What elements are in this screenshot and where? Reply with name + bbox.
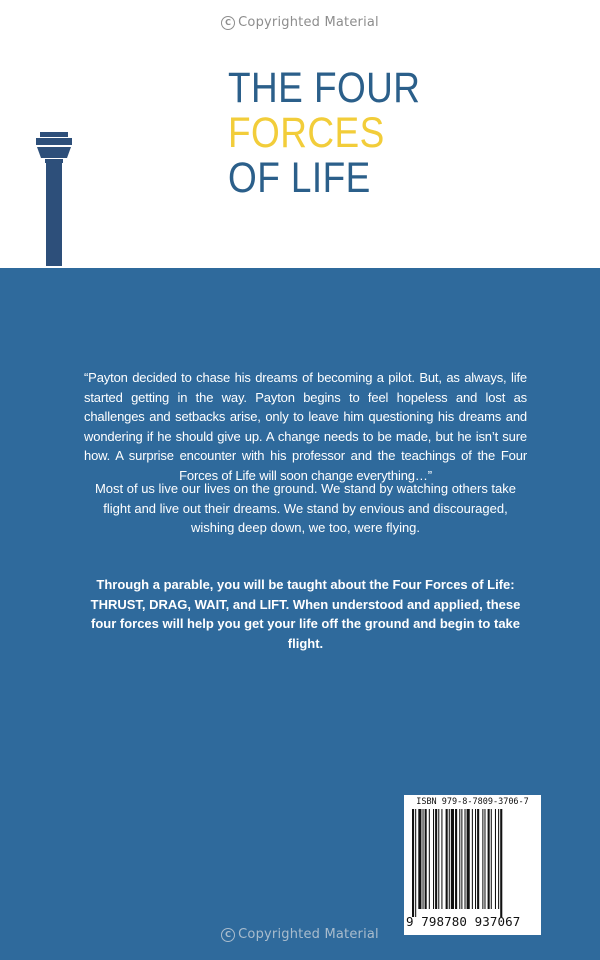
book-title (228, 64, 421, 202)
control-tower-icon (34, 132, 74, 266)
isbn-barcode (404, 795, 541, 935)
blurb-paragraph-3: Through a parable, you will be taught about the Four Forces of Life: THRUST, DRAG, WAIT, and LIFT. When understood and applied, these four forces will help you get your life off the ground and begin to take flight. (90, 577, 521, 651)
title-line-2: FORCES (228, 109, 385, 157)
blurb-paragraph-2: Most of us live our lives on the ground. We stand by watching others take flight and live out their dreams. We stand by envious and discouraged, wishing deep down, we too, were flying. (94, 481, 517, 535)
isbn-label: ISBN 979-8-7809-3706-7 (416, 797, 529, 807)
barcode-bars (412, 809, 536, 917)
blurb-quote: “Payton decided to chase his dreams of becoming a pilot. But, as always, life started getting in the way. Payton begins to feel hopeless and lost as challenges and setbacks arise, only to leave him questioning his dreams and wondering if he should give up. A change needs to be made, but he isn’t sure how. A surprise encounter with his professor and the teachings of the Four Forces of Life will soon change everything…” (84, 370, 527, 483)
watermark-top-text: Copyrighted Material (238, 15, 379, 30)
barcode-digits: 9 798780 937067 (406, 914, 521, 929)
copyright-icon: C (221, 16, 235, 30)
title-line-3: OF LIFE (228, 154, 371, 202)
watermark-top (0, 15, 600, 30)
watermark-bottom-text: Copyrighted Material (238, 927, 379, 942)
watermark-bottom (0, 927, 600, 942)
title-line-1: THE FOUR (228, 64, 421, 112)
copyright-icon: C (221, 928, 235, 942)
